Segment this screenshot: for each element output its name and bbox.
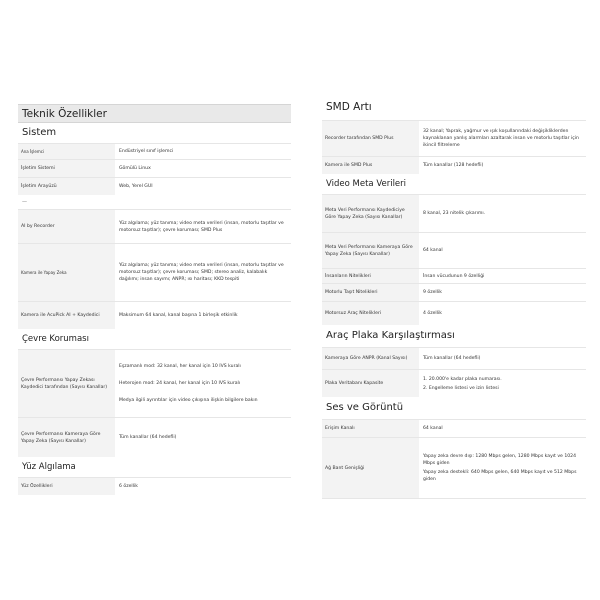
table-row xyxy=(322,419,586,437)
row-value: 9 özellik xyxy=(423,290,442,295)
row-label: Kamera ile SMD Plus xyxy=(322,157,419,174)
row-value: Yüz algılama; yüz tanıma; video meta verileri (insan, motorlu taşıtlar ve motorsuz taşıtlar); çevre koruması; SMD; stereo analiz, kalabalık dağılımı; insan sayımı; ANPR; ısı haritası; KKD tespiti xyxy=(119,263,284,282)
row-value: 4 özellik xyxy=(423,311,442,316)
row-value: Tüm kanallar (128 hedefli) xyxy=(423,163,484,168)
row-label: Kamera ile Yapay Zeka xyxy=(18,244,115,301)
table-row xyxy=(18,159,291,177)
row-value: 6 özellik xyxy=(119,484,138,489)
row-value xyxy=(419,348,586,369)
row-value xyxy=(419,438,586,498)
table-row xyxy=(18,209,291,243)
value-line: 64 kanal xyxy=(423,426,443,431)
value-line: Yapay zeka destekli: 640 Mbps gelen, 640 Mbps kayıt ve 512 Mbps giden xyxy=(423,470,577,482)
row-value xyxy=(115,350,291,417)
section-heading-anpr: Araç Plaka Karşılaştırması xyxy=(326,330,455,341)
table-row xyxy=(18,301,291,329)
section-heading-perimeter: Çevre Koruması xyxy=(22,334,89,344)
row-value: Web, Yerel GUI xyxy=(119,184,153,189)
table-row xyxy=(18,477,291,495)
row-label: Meta Veri Performansı Kaydediciye Göre Yapay Zeka (Sayısı Kanallar) xyxy=(322,195,419,232)
row-value xyxy=(115,418,291,457)
row-label: Erişim Kanalı xyxy=(322,420,419,437)
table-row xyxy=(322,194,586,232)
row-label: Çevre Performansı Yapay Zekası Kaydedici tarafından (Sayısı Kanallar) xyxy=(18,350,115,417)
row-label: Çevre Performansı Kameraya Göre Yapay Zeka (Sayısı Kanallar) xyxy=(18,418,115,457)
table-row xyxy=(18,243,291,301)
row-value: 32 kanal; Yaprak, yağmur ve ışık koşullarındaki değişikliklerden kaynaklanan yanlış alarmları azaltarak insan ve motorlu taşıtlar için ikincil filtreleme xyxy=(423,129,579,148)
table-row xyxy=(322,347,586,369)
table-row xyxy=(18,417,291,457)
dash-row: — xyxy=(22,199,27,205)
value-line: Eşzamanlı mod: 32 kanal, her kanal için 10 IVS kuralı xyxy=(119,364,241,369)
row-label: Motorlu Taşıt Nitelikleri xyxy=(322,284,419,301)
row-value xyxy=(419,420,586,437)
table-row xyxy=(322,120,586,156)
row-value: Endüstriyel sınıf işlemci xyxy=(119,149,174,154)
row-label: AI by Recorder xyxy=(18,210,115,243)
row-label: Kamera ile AcuPick AI + Kaydedici xyxy=(18,302,115,329)
row-label: İşletim Arayüzü xyxy=(18,178,115,195)
row-label: Kameraya Göre ANPR (Kanal Sayısı) xyxy=(322,348,419,369)
table-row xyxy=(18,177,291,195)
section-heading-system: Sistem xyxy=(22,127,57,138)
row-value: 64 kanal xyxy=(423,248,443,253)
table-row xyxy=(322,156,586,174)
row-label: Motorsuz Araç Nitelikleri xyxy=(322,302,419,325)
section-heading-meta: Video Meta Verileri xyxy=(326,179,407,189)
row-value: Yüz algılama; yüz tanıma; video meta verileri (insan, motorlu taşıtlar ve motorsuz taşıtlar); çevre koruması; SMD Plus xyxy=(119,220,284,233)
value-line: Medya ilgili ayrıntılar için video çıkışına ilişkin bilgilere bakın xyxy=(119,398,258,403)
row-label: İnsanların Nitelikleri xyxy=(322,269,419,283)
table-row xyxy=(322,301,586,325)
row-label: Recorder tarafından SMD Plus xyxy=(322,121,419,156)
value-line: 1. 20.000'e kadar plaka numarası. xyxy=(423,376,502,382)
value-line: Heterojen mod: 24 kanal, her kanal için 10 IVS kuralı xyxy=(119,381,241,386)
value-line: Yapay zeka devre dışı: 1280 Mbps gelen, 1280 Mbps kayıt ve 1024 Mbps giden xyxy=(423,454,577,466)
row-label: Ağ Bant Genişliği xyxy=(322,438,419,498)
row-label: Ana İşlemci xyxy=(18,144,115,159)
table-row xyxy=(322,437,586,499)
section-heading-smd: SMD Artı xyxy=(326,101,372,113)
row-value: İnsan vücudunun 9 özelliği xyxy=(423,273,485,279)
value-line: 2. Engelleme listesi ve izin listesi xyxy=(423,385,499,391)
table-row xyxy=(322,232,586,268)
row-label: İşletim Sistemi xyxy=(18,160,115,177)
row-value: 8 kanal, 23 nitelik çıkarımı. xyxy=(423,211,486,216)
left-column xyxy=(18,104,291,495)
section-heading-face: Yüz Algılama xyxy=(22,462,76,472)
table-row xyxy=(322,369,586,397)
table-row xyxy=(18,349,291,417)
page-title: Teknik Özellikler xyxy=(18,104,291,123)
row-label: Yüz Özellikleri xyxy=(18,478,115,495)
value-line: Tüm kanallar (64 hedefli) xyxy=(119,435,177,440)
table-row xyxy=(322,268,586,283)
section-heading-av: Ses ve Görüntü xyxy=(326,402,404,413)
row-label: Meta Veri Performansı Kameraya Göre Yapay Zeka (Sayısı Kanallar) xyxy=(322,233,419,268)
row-value xyxy=(419,370,586,397)
table-row xyxy=(18,143,291,159)
row-label: Plaka Veritabanı Kapasite xyxy=(322,370,419,397)
value-line: Tüm kanallar (64 hedefli) xyxy=(423,356,481,361)
table-row xyxy=(322,283,586,301)
row-value: Maksimum 64 kanal, kanal başına 1 birleşik etkinlik xyxy=(119,313,238,318)
right-column xyxy=(322,98,586,499)
row-value: Gömülü Linux xyxy=(119,166,151,171)
